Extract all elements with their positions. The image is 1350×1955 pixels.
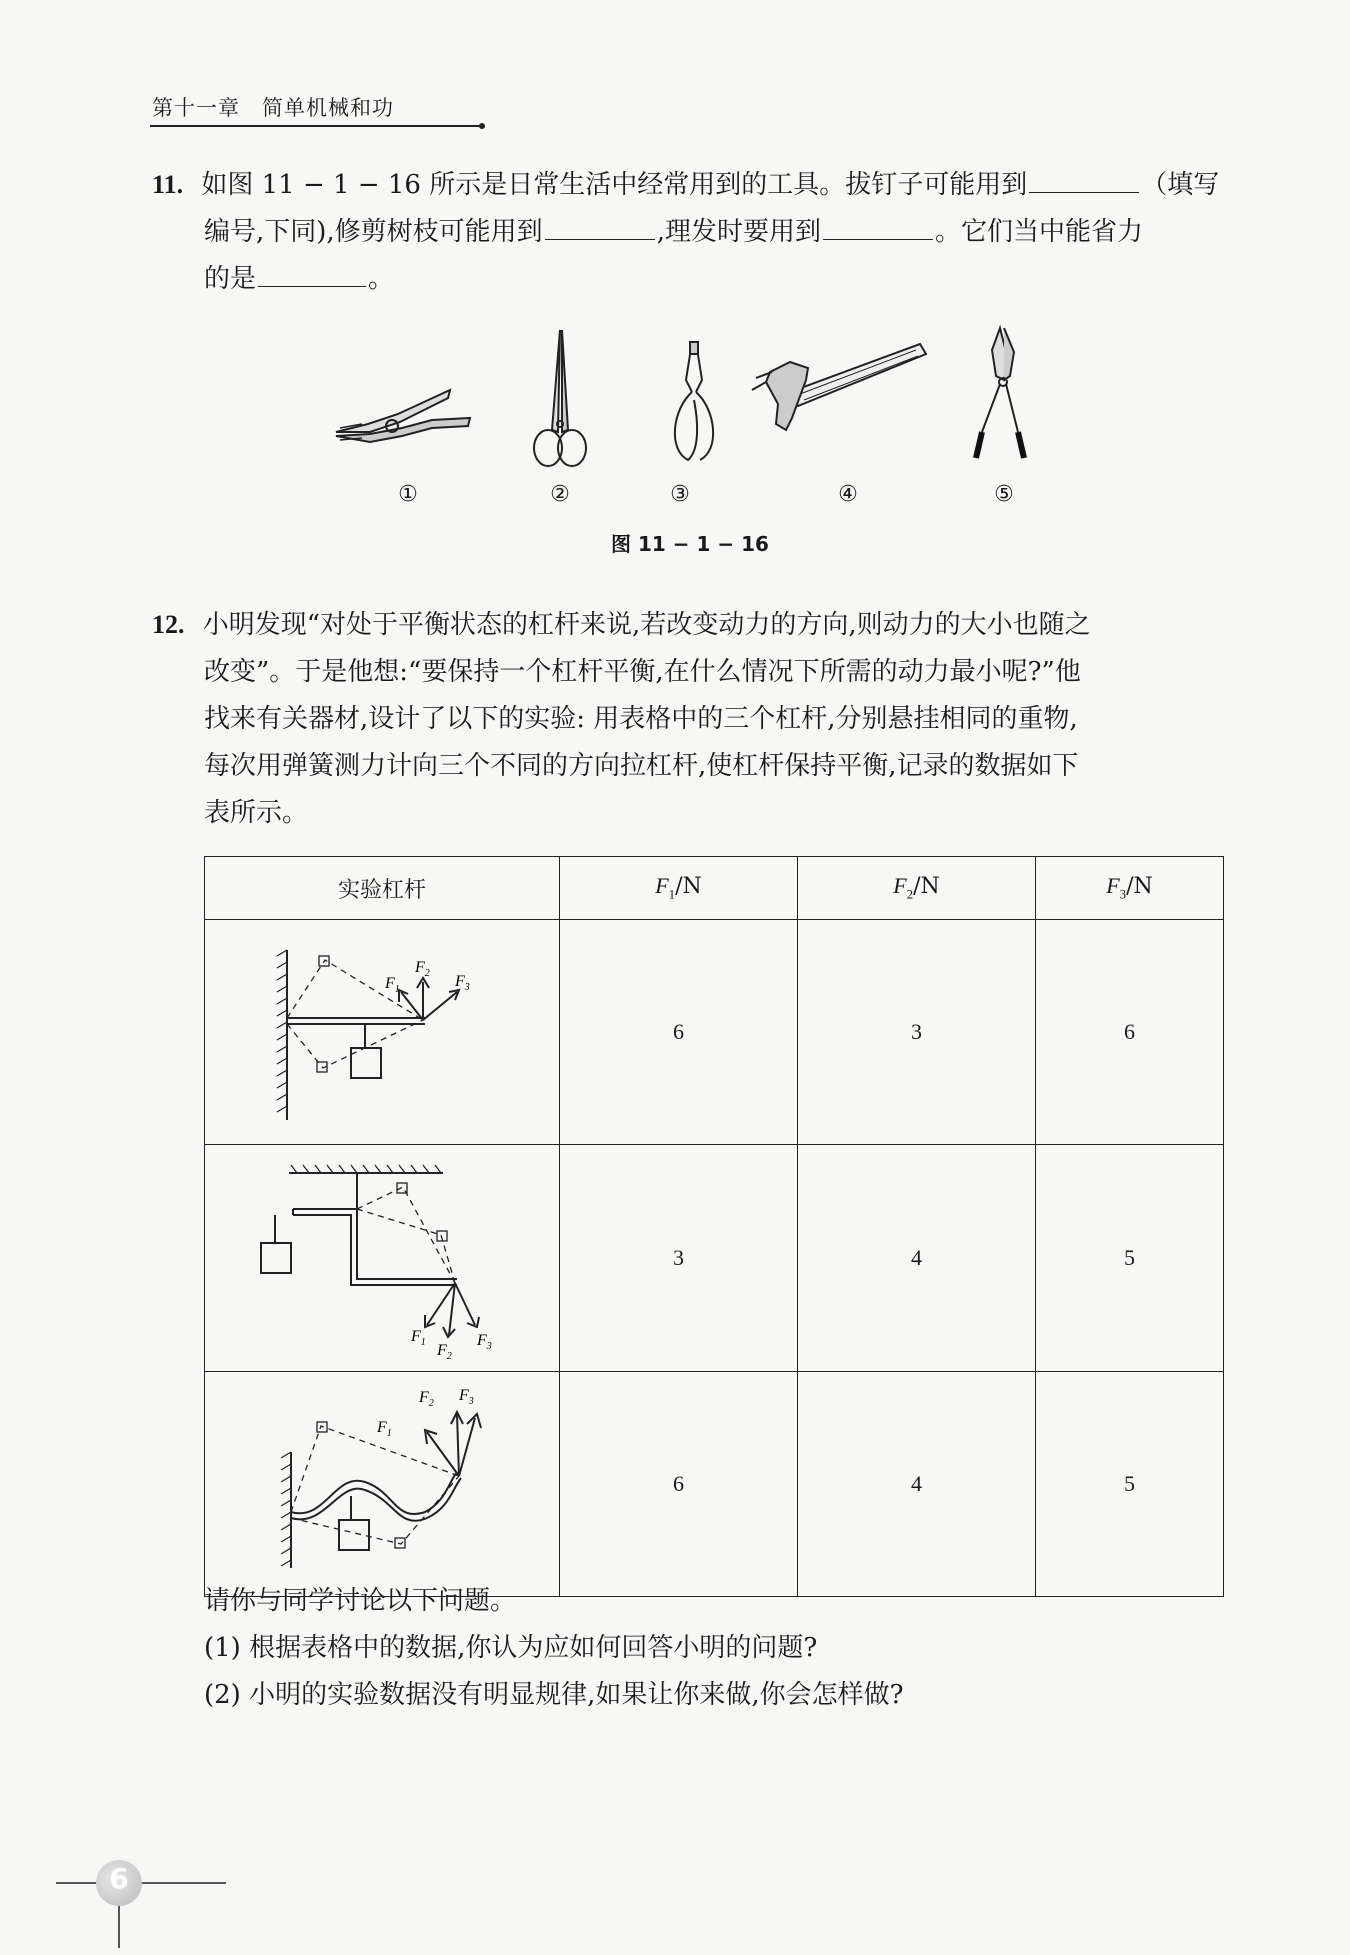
svg-text:F3: $F_3$ [459,1387,474,1407]
q11-blank-2[interactable] [545,213,655,240]
q11-text-2a: 编号,下同),修剪树枝可能用到 [204,217,543,247]
row1-f1: 6 [560,920,798,1145]
header-f2: $F_2/N$ [798,857,1036,920]
bent-lever-diagram [205,1145,559,1365]
sub-question-2: (2) 小明的实验数据没有明显规律,如果让你来做,你会怎样做? [204,1680,904,1710]
q12-line-3: 找来有关器材,设计了以下的实验: 用表格中的三个杠杆,分别悬挂相同的重物, [204,704,1078,734]
chapter-header: 第十一章 简单机械和功 [152,96,394,120]
q12-number: 12. [152,610,185,639]
tool-label-1: ① [398,482,418,507]
tools-figure [320,320,1060,480]
svg-text:F2: $F_2$ [419,1389,434,1409]
row2-f2: 4 [798,1145,1036,1372]
svg-text:F3: $F_3$ [455,973,470,993]
lever-data-table [204,856,1224,1597]
q12-text-1: 小明发现“对处于平衡状态的杠杆来说,若改变动力的方向,则动力的大小也随之 [202,610,1091,640]
sub-question-1: (1) 根据表格中的数据,你认为应如何回答小明的问题? [204,1633,818,1663]
svg-text:F3: $F_3$ [477,1332,492,1352]
lever-diagram-1 [205,920,560,1145]
header-rule [150,125,482,127]
svg-text:F1: $F_1$ [411,1328,426,1348]
header-lever: 实验杠杆 [205,857,560,920]
svg-text:F2: $F_2$ [437,1342,452,1362]
page-number: 6 [109,1862,129,1895]
scissors-icon [534,330,586,466]
row1-f2: 3 [798,920,1036,1145]
pliers-icon [336,390,470,442]
q12-line-5: 表所示。 [204,798,309,828]
row3-f3: 5 [1036,1372,1224,1597]
tool-label-2: ② [550,482,570,507]
row2-f3: 5 [1036,1145,1224,1372]
header-f3: $F_3/N$ [1036,857,1224,920]
q11-text-2b: ,理发时要用到 [656,217,821,247]
table-header-row [205,857,1224,920]
q11-blank-3[interactable] [823,213,933,240]
svg-text:F1: $F_1$ [377,1419,392,1439]
q11-text-1-tail: （填写 [1141,170,1220,200]
q12-line-1 [152,602,1091,648]
q11-text-3-tail: 。 [368,264,395,294]
discussion-intro: 请你与同学讨论以下问题。 [204,1586,517,1616]
q11-line-2 [204,209,1143,255]
q11-text-2c: 。它们当中能省力 [934,217,1143,247]
tool-label-3: ③ [670,482,690,507]
row3-f2: 4 [798,1372,1036,1597]
row1-f3: 6 [1036,920,1224,1145]
q11-text-3: 的是 [204,264,257,294]
q11-number: 11. [152,170,184,199]
straight-lever-diagram [205,920,559,1138]
tool-label-5: ⑤ [994,482,1014,507]
q11-blank-4[interactable] [258,260,366,287]
lever-diagram-3 [205,1372,560,1597]
svg-text:F2: $F_2$ [415,959,430,979]
q12-line-2: 改变”。于是他想:“要保持一个杠杆平衡,在什么情况下所需的动力最小呢?”他 [204,657,1081,687]
svg-text:F1: $F_1$ [385,975,400,995]
lever-diagram-2 [205,1145,560,1372]
q11-line-1 [152,162,1219,208]
pruning-shears-icon [976,328,1024,458]
tool-label-4: ④ [838,482,858,507]
table-row [205,1372,1224,1597]
claw-hammer-icon [752,344,926,430]
curved-lever-diagram [205,1372,559,1590]
q11-blank-1[interactable] [1029,166,1139,193]
q11-line-3 [204,256,394,302]
q11-text-1: 如图 11 − 1 − 16 所示是日常生活中经常用到的工具。拔钉子可能用到 [201,170,1028,200]
row3-f1: 6 [560,1372,798,1597]
q12-line-4: 每次用弹簧测力计向三个不同的方向拉杠杆,使杠杆保持平衡,记录的数据如下 [204,751,1079,781]
row2-f1: 3 [560,1145,798,1372]
table-row [205,920,1224,1145]
table-row [205,1145,1224,1372]
footer-vertical-rule [118,1900,120,1948]
figure-caption: 图 11 − 1 − 16 [611,532,769,556]
header-f1: $F_1/N$ [560,857,798,920]
tongs-icon [675,342,713,460]
